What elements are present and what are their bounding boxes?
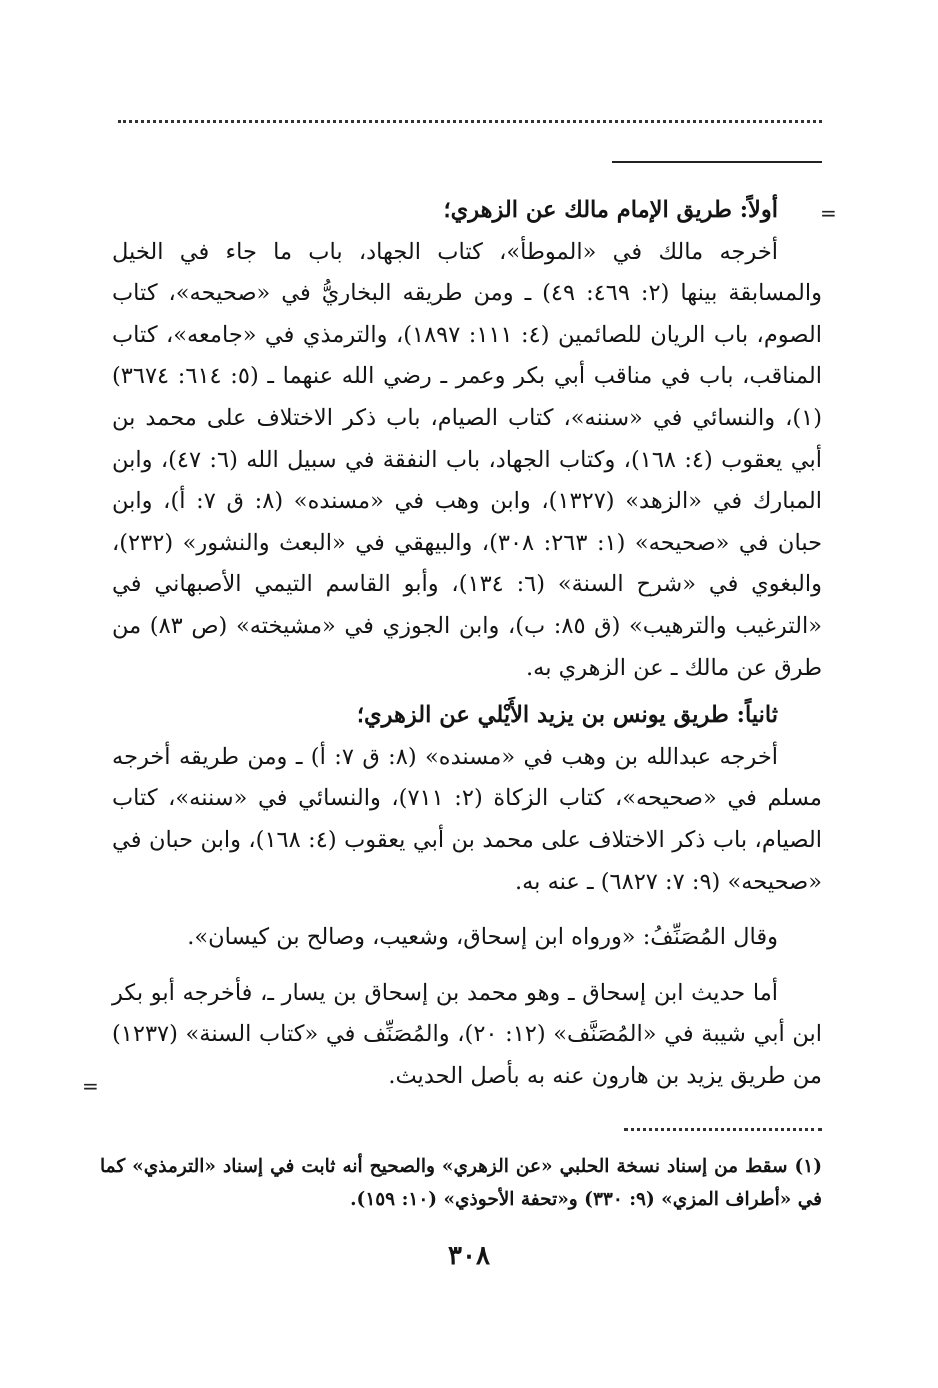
footnote-text: (١) سقط من إسناد نسخة الحلبي «عن الزهري» والصحيح أنه ثابت في إسناد «الترمذي» كما في «أطراف المزي» (٩: ٣٣٠) و«تحفة الأحوذي» (١٠: ١٥٩). — [100, 1156, 822, 1210]
footnote — [100, 1150, 822, 1216]
section-heading-1: أولاً: طريق الإمام مالك عن الزهري؛ — [443, 197, 778, 223]
closing-paragraph: أما حديث ابن إسحاق ـ وهو محمد بن إسحاق بن يسار ـ، فأخرجه أبو بكر ابن أبي شيبة في «المُصَنَّف» (١٢: ٢٠)، والمُصَنِّف في «كتاب السنة» (١٢٣٧) من طريق يزيد بن هارون عنه به بأصل الحديث. — [112, 979, 822, 1089]
section-paragraph-1: أخرجه مالك في «الموطأ»، كتاب الجهاد، باب ما جاء في الخيل والمسابقة بينها (٢: ٤٦٩: ٤٩) ـ ومن طريقه البخاريُّ في «صحيحه»، كتاب الصوم، باب الريان للصائمين (٤: ١١١: ١٨٩٧)، والترمذي في «جامعه»، كتاب المناقب، باب في مناقب أبي بكر وعمر ـ رضي الله عنهما ـ (٥: ٦١٤: ٣٦٧٤)(١)، والنسائي في «سننه»، كتاب الصيام، باب ذكر الاختلاف على محمد بن أبي يعقوب (٤: ١٦٨)، وكتاب الجهاد، باب النفقة في سبيل الله (٦: ٤٧)، وابن المبارك في «الزهد» (١٣٢٧)، وابن وهب في «مسنده» (٨: ق ٧: أ)، وابن حبان في «صحيحه» (١: ٢٦٣: ٣٠٨)، والبيهقي في «البعث والنشور» (٢٣٢)، والبغوي في «شرح السنة» (٦: ١٣٤)، وأبو القاسم التيمي الأصبهاني في «الترغيب والترهيب» (ق ٨٥: ب)، وابن الجوزي في «مشيخته» (ص ٨٣) من طرق عن مالك ـ عن الزهري به. — [112, 238, 823, 681]
main-content — [112, 190, 822, 1097]
author-quote: وقال المُصَنِّفُ: «ورواه ابن إسحاق، وشعيب، وصالح بن كيسان». — [187, 924, 778, 951]
section-heading-2: ثانياً: طريق يونس بن يزيد الأَيْلي عن الزهري؛ — [356, 702, 778, 729]
margin-marker-bottom: = — [82, 1074, 99, 1098]
top-dotted-separator — [118, 120, 822, 123]
top-rule — [612, 161, 822, 163]
footnote-separator — [624, 1128, 822, 1131]
section-paragraph-2: أخرجه عبدالله بن وهب في «مسنده» (٨: ق ٧: أ) ـ ومن طريقه أخرجه مسلم في «صحيحه»، كتاب الزكاة (٢: ٧١١)، والنسائي في «سننه»، كتاب الصيام، باب ذكر الاختلاف على محمد بن أبي يعقوب (٤: ١٦٨)، وابن حبان في «صحيحه» (٩: ٧: ٦٨٢٧) ـ عنه به. — [112, 743, 823, 895]
page-number: ٣٠٨ — [448, 1241, 490, 1271]
margin-marker-top: = — [820, 201, 837, 225]
